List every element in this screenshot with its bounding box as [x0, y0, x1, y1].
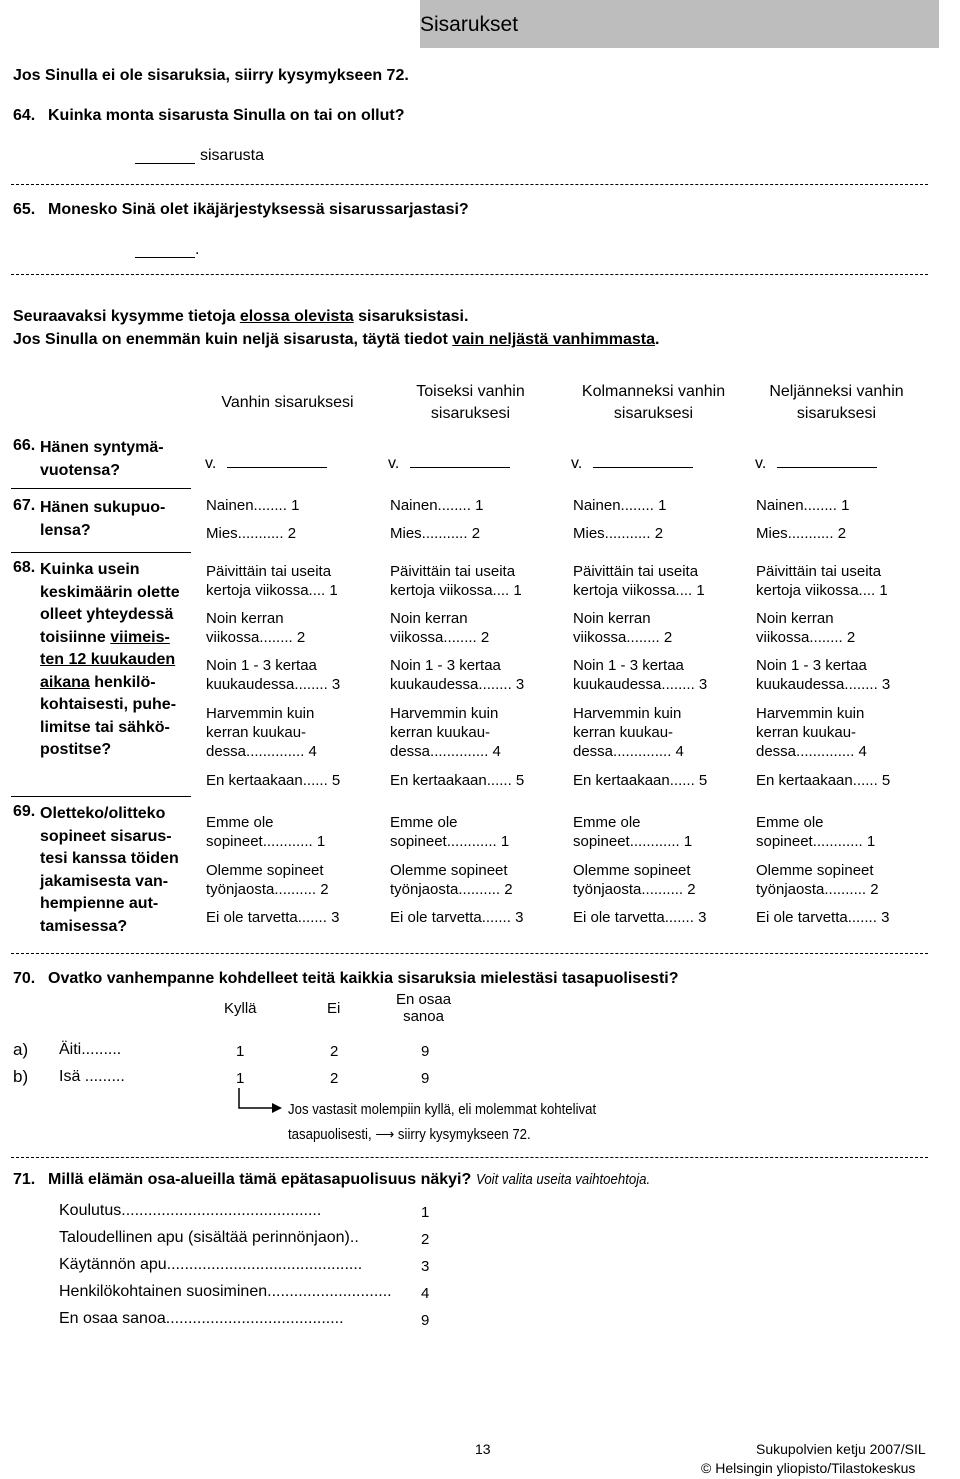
q67-option-female-col4[interactable]: Nainen........ 1 — [756, 497, 850, 514]
q71-option-4[interactable]: Henkilökohtainen suosiminen............................ — [59, 1283, 392, 1300]
q68-text: Kuinka usein keskimäärin olette olleet yhteydessä toisiinne viimeis-ten 12 kuukauden aikana henkilö-kohtaisesti, puhe-limitse tai sähkö-postitse? — [40, 561, 180, 758]
q71-option-3[interactable]: Käytännön apu............................................ — [59, 1256, 363, 1273]
q70-row-a-code-no[interactable]: 2 — [330, 1043, 339, 1060]
q68-option-5-col2[interactable]: En kertaakaan...... 5 — [390, 772, 525, 789]
q70-number: 70. — [13, 970, 36, 987]
q67-text: Hänen sukupuo-lensa? — [40, 499, 166, 539]
q69-option-3-col3[interactable]: Ei ole tarvetta....... 3 — [573, 909, 707, 926]
q68-option-4-col1[interactable]: Harvemmin kuin kerran kuukau- dessa.............. 4 — [206, 705, 317, 760]
q70-text: Ovatko vanhempanne kohdelleet teitä kaikkia sisaruksia mielestäsi tasapuolisesti? — [48, 970, 679, 987]
q71-option-1[interactable]: Koulutus............................................. — [59, 1202, 322, 1219]
col-header-4: Neljänneksi vanhin sisaruksesi — [769, 383, 904, 422]
row-divider — [11, 796, 191, 797]
q70-row-a-letter: a) — [13, 1040, 29, 1059]
q70-col-yes: Kyllä — [224, 1000, 257, 1017]
footer-series: Sukupolvien ketju 2007/SIL — [756, 1441, 926, 1457]
q71-option-2[interactable]: Taloudellinen apu (sisältää perinnönjaon).. — [59, 1229, 359, 1246]
q69-option-2-col4[interactable]: Olemme sopineet työnjaosta.......... 2 — [756, 862, 879, 898]
q70-row-a-label: Äiti......... — [59, 1041, 122, 1058]
q64-text: Kuinka monta sisarusta Sinulla on tai on ollut? — [48, 107, 405, 124]
q67-option-male-col2[interactable]: Mies........... 2 — [390, 525, 481, 542]
divider — [11, 953, 928, 954]
col-header-3: Kolmanneksi vanhin sisaruksesi — [581, 383, 726, 422]
q65-number: 65. — [13, 201, 36, 218]
q64-unit: sisarusta — [200, 147, 265, 164]
q71-option-3-code[interactable]: 3 — [421, 1258, 430, 1275]
q69-option-2-col2[interactable]: Olemme sopineet työnjaosta.......... 2 — [390, 862, 513, 898]
q68-option-1-col4[interactable]: Päivittäin tai useita kertoja viikossa.... 1 — [756, 563, 888, 599]
q66-text: Hänen syntymä-vuotensa? — [40, 439, 164, 479]
info-line-1: Seuraavaksi kysymme tietoja elossa olevista sisaruksistasi. — [13, 308, 469, 325]
q70-row-b-letter: b) — [13, 1067, 29, 1086]
q71-option-5-code[interactable]: 9 — [421, 1312, 430, 1329]
q70-skip-note-2: tasapuolisesti, ⟶ siirry kysymykseen 72. — [288, 1126, 531, 1143]
q65-answer-blank[interactable] — [135, 241, 195, 263]
q70-skip-note-1: Jos vastasit molempiin kyllä, eli molemmat kohtelivat — [288, 1101, 597, 1118]
page-number: 13 — [475, 1441, 491, 1457]
intro-instruction: Jos Sinulla ei ole sisaruksia, siirry kysymykseen 72. — [13, 67, 409, 84]
q69-option-3-col1[interactable]: Ei ole tarvetta....... 3 — [206, 909, 340, 926]
q69-option-1-col2[interactable]: Emme ole sopineet............ 1 — [390, 814, 510, 850]
q68-option-2-col4[interactable]: Noin kerran viikossa........ 2 — [756, 610, 856, 646]
q67-option-male-col4[interactable]: Mies........... 2 — [756, 525, 847, 542]
right-arrow-icon: ⟶ — [375, 1126, 395, 1143]
q67-option-female-col2[interactable]: Nainen........ 1 — [390, 497, 484, 514]
q70-row-b-code-dk[interactable]: 9 — [421, 1070, 430, 1087]
q67-option-female-col3[interactable]: Nainen........ 1 — [573, 497, 667, 514]
q66-year-field-1[interactable]: v. — [205, 453, 327, 473]
q65-text: Monesko Sinä olet ikäjärjestyksessä sisarussarjastasi? — [48, 201, 469, 218]
skip-arrow-icon — [236, 1088, 286, 1118]
q69-option-1-col1[interactable]: Emme ole sopineet............ 1 — [206, 814, 326, 850]
q68-option-3-col2[interactable]: Noin 1 - 3 kertaa kuukaudessa........ 3 — [390, 657, 525, 693]
q67-option-female-col1[interactable]: Nainen........ 1 — [206, 497, 300, 514]
q69-option-1-col4[interactable]: Emme ole sopineet............ 1 — [756, 814, 876, 850]
q68-option-1-col3[interactable]: Päivittäin tai useita kertoja viikossa.... 1 — [573, 563, 705, 599]
q70-col-dontknow: En osaa sanoa — [396, 991, 452, 1025]
q68-number: 68. — [13, 559, 36, 576]
q68-option-5-col4[interactable]: En kertaakaan...... 5 — [756, 772, 891, 789]
q69-option-3-col2[interactable]: Ei ole tarvetta....... 3 — [390, 909, 524, 926]
q64-number: 64. — [13, 107, 36, 124]
info-line-2: Jos Sinulla on enemmän kuin neljä sisarusta, täytä tiedot vain neljästä vanhimmasta. — [13, 331, 660, 348]
q68-option-1-col2[interactable]: Päivittäin tai useita kertoja viikossa.... 1 — [390, 563, 522, 599]
q70-row-a-code-dk[interactable]: 9 — [421, 1043, 430, 1060]
q68-option-3-col3[interactable]: Noin 1 - 3 kertaa kuukaudessa........ 3 — [573, 657, 708, 693]
q70-row-a-code-yes[interactable]: 1 — [236, 1043, 245, 1060]
divider — [11, 1157, 928, 1158]
q68-option-4-col4[interactable]: Harvemmin kuin kerran kuukau- dessa.............. 4 — [756, 705, 867, 760]
q68-option-2-col3[interactable]: Noin kerran viikossa........ 2 — [573, 610, 673, 646]
q70-row-b-label: Isä ......... — [59, 1068, 125, 1085]
q66-year-field-2[interactable]: v. — [388, 453, 510, 473]
q67-option-male-col3[interactable]: Mies........... 2 — [573, 525, 664, 542]
q68-option-2-col1[interactable]: Noin kerran viikossa........ 2 — [206, 610, 306, 646]
q69-option-1-col3[interactable]: Emme ole sopineet............ 1 — [573, 814, 693, 850]
q68-option-3-col1[interactable]: Noin 1 - 3 kertaa kuukaudessa........ 3 — [206, 657, 341, 693]
col-header-2: Toiseksi vanhin sisaruksesi — [416, 383, 525, 422]
q71-option-2-code[interactable]: 2 — [421, 1231, 430, 1248]
row-divider — [11, 552, 191, 553]
col-header-1: Vanhin sisaruksesi — [221, 394, 354, 411]
q67-number: 67. — [13, 497, 36, 514]
q69-text: Oletteko/olitteko sopineet sisarus-tesi kanssa töiden jakamisesta van-hempienne aut-tamisessa? — [40, 805, 179, 935]
q71-option-5[interactable]: En osaa sanoa........................................ — [59, 1310, 344, 1327]
q68-option-2-col2[interactable]: Noin kerran viikossa........ 2 — [390, 610, 490, 646]
q71-text: Millä elämän osa-alueilla tämä epätasapuolisuus näkyi? Voit valita useita vaihtoehtoja. — [48, 1171, 650, 1188]
q64-answer-blank[interactable] — [135, 147, 195, 169]
q68-option-3-col4[interactable]: Noin 1 - 3 kertaa kuukaudessa........ 3 — [756, 657, 891, 693]
q68-option-1-col1[interactable]: Päivittäin tai useita kertoja viikossa.... 1 — [206, 563, 338, 599]
q69-option-2-col1[interactable]: Olemme sopineet työnjaosta.......... 2 — [206, 862, 329, 898]
q70-col-no: Ei — [327, 1000, 341, 1017]
q71-option-4-code[interactable]: 4 — [421, 1285, 430, 1302]
q68-option-5-col1[interactable]: En kertaakaan...... 5 — [206, 772, 341, 789]
q68-option-4-col2[interactable]: Harvemmin kuin kerran kuukau- dessa.............. 4 — [390, 705, 501, 760]
q69-option-3-col4[interactable]: Ei ole tarvetta....... 3 — [756, 909, 890, 926]
q71-number: 71. — [13, 1171, 36, 1188]
q69-option-2-col3[interactable]: Olemme sopineet työnjaosta.......... 2 — [573, 862, 696, 898]
q68-option-4-col3[interactable]: Harvemmin kuin kerran kuukau- dessa.............. 4 — [573, 705, 684, 760]
q68-option-5-col3[interactable]: En kertaakaan...... 5 — [573, 772, 708, 789]
q66-number: 66. — [13, 437, 36, 454]
q70-row-b-code-yes[interactable]: 1 — [236, 1070, 245, 1087]
footer-copyright: © Helsingin yliopisto/Tilastokeskus — [701, 1460, 916, 1476]
divider — [11, 274, 928, 275]
q71-option-1-code[interactable]: 1 — [421, 1204, 430, 1221]
section-title: Sisarukset — [420, 13, 519, 36]
q70-row-b-code-no[interactable]: 2 — [330, 1070, 339, 1087]
q66-year-field-4[interactable]: v. — [755, 453, 877, 473]
row-divider — [11, 488, 191, 489]
divider — [11, 184, 928, 185]
q69-number: 69. — [13, 803, 36, 820]
q67-option-male-col1[interactable]: Mies........... 2 — [206, 525, 297, 542]
q66-year-field-3[interactable]: v. — [571, 453, 693, 473]
q65-unit: . — [195, 241, 200, 258]
